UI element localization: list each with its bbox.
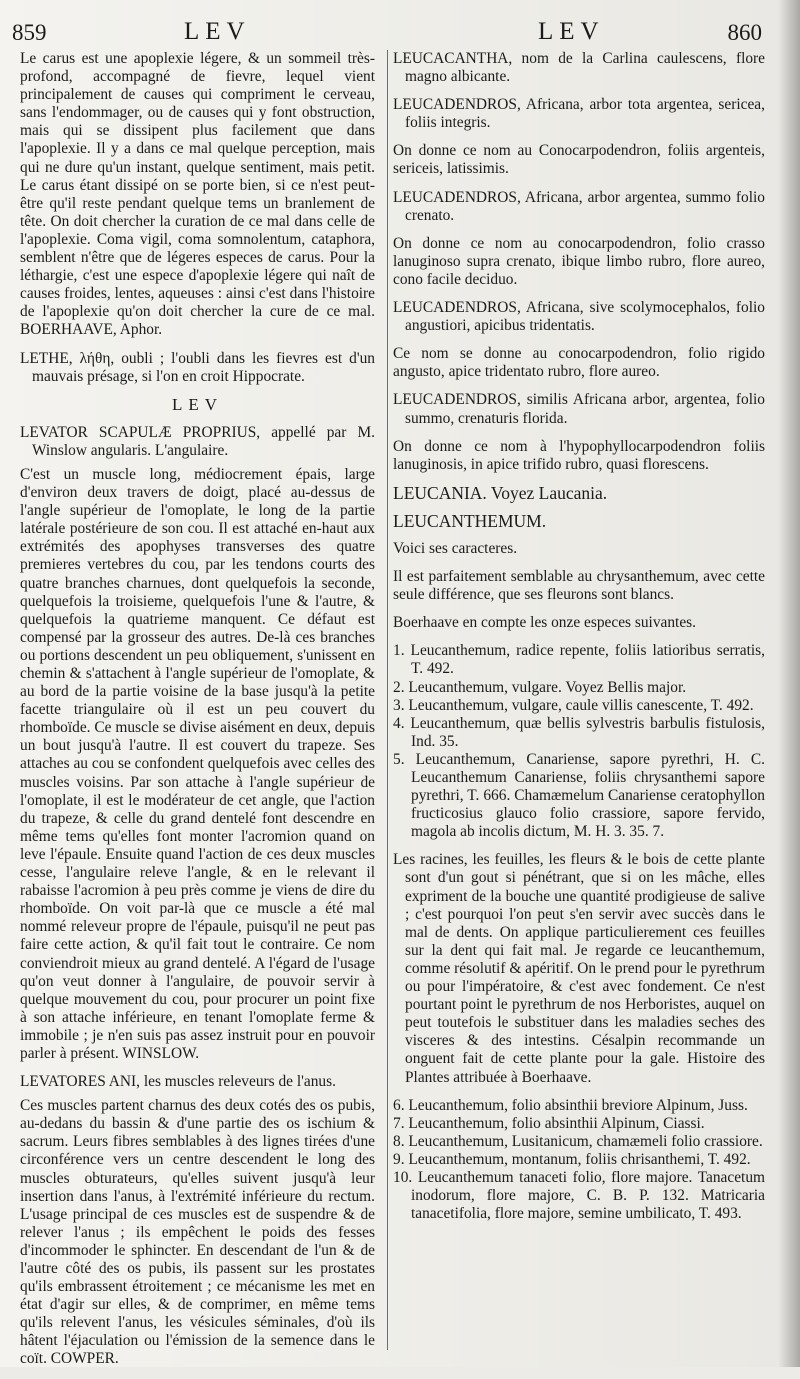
entry-leucadendros-4: LEUCADENDROS, similis Africana arbor, argentea, folio summo, crenaturis florida.: [393, 391, 765, 427]
page-edge-shadow: [778, 0, 800, 1367]
section-head-lev: LEV: [171, 394, 224, 414]
entry-leucadendros-1: LEUCADENDROS, Africana, arbor tota argentea, sericea, foliis integris.: [393, 96, 765, 132]
entry-leucadendros-3: LEUCADENDROS, Africana, sive scolymocephalos, folio angustiori, apicibus tridentatis.: [393, 299, 765, 335]
entry-leucanthemum-head: LEUCANTHEMUM.: [393, 510, 547, 531]
entry-levatores-text: Ces muscles partent charnus des deux cotés des os pubis, au-dedans du bassin & d'une partie des os ischium & sacrum. Leurs fibres semblables à des lignes tirées d'une circonférence vers un centre descendent le long des muscles obturateurs, qu'elles suivent jusqu'à leur insertion dans l'anus, à l'extrémité inférieure du rectum. L'usage principal de ces muscles est de suspendre & de relever l'anus ; ils empêchent le poids des fesses d'incommoder le sphincter. En descendant de l'un & de l'autre côté des os pubis, ils passent sur les prostates qu'ils embrassent étroitement ; ce mécanisme les met en état d'agir sur elles, & de comprimer, en même tems qu'ils relevent l'anus, les vésicules séminales, d'où ils hâtent l'éjaculation ou l'émission de la semence dans le coït. COWPER.: [20, 1097, 375, 1368]
left-running-head: LEV: [184, 18, 251, 45]
left-column: [20, 50, 375, 1379]
list-item: 5. Leucanthemum, Canariense, sapore pyrethri, H. C. Leucanthemum Canariense, foliis chrysanthemi sapore pyrethri, T. 666. Chamæmelum Canariense ceratophyllon fructicosius glauco folio crassiore, sapore fervido, magola ab incolis dictum, M. H. 3. 35. 7.: [393, 750, 765, 841]
list-item: 7. Leucanthemum, folio absinthii Alpinum, Ciassi.: [393, 1114, 705, 1132]
left-page-number: 859: [12, 20, 47, 45]
list-item: 2. Leucanthemum, vulgare. Voyez Bellis major.: [393, 678, 687, 696]
list-item: 3. Leucanthemum, vulgare, caule villis canescente, T. 492.: [393, 696, 754, 714]
entry-leucacantha: LEUCACANTHA, nom de la Carlina caulescens, flore magno albicante.: [393, 50, 765, 86]
species-list-a: [393, 642, 765, 841]
running-header: [12, 18, 770, 48]
list-item: 6. Leucanthemum, folio absinthii breviore Alpinum, Juss.: [393, 1096, 748, 1114]
note-2: On donne ce nom au conocarpodendron, folio crasso lanuginoso supra crenato, ibique limbo rubro, flore aureo, cono facile deciduo.: [393, 234, 765, 288]
species-list-b: [393, 1097, 765, 1224]
right-running-head: LEV: [538, 18, 605, 45]
list-item: 10. Leucanthemum tanaceti folio, flore majore. Tanacetum inodorum, flore majore, C. B. P. 132. Matricaria tanacetifolia, flore majore, semine umbilicato, T. 493.: [393, 1168, 765, 1223]
right-column: [393, 50, 765, 1233]
note-1: On donne ce nom au Conocarpodendron, foliis argenteis, sericeis, latissimis.: [393, 142, 765, 178]
right-page-number: 860: [727, 20, 762, 45]
list-item: 4. Leucanthemum, quæ bellis sylvestris barbulis fistulosis, Ind. 35.: [393, 714, 765, 750]
entry-levator-text: C'est un muscle long, médiocrement épais, large d'environ deux travers de doigt, placé au-dessus de l'angle supérieur de l'omoplate, le long de la partie latérale postérieure de son cou. Il est attaché en-haut aux extrémités des apophyses transverses des quatre premieres vertebres du cou, par les tendons courts des quatre branches charnues, dont quelquefois la seconde, quelquefois la troisieme, quelquefois l'une & l'autre, & quelquefois la quatrieme manquent. Ce défaut est compensé par la grosseur des autres. De-là ces branches ou portions descendent un peu obliquement, s'unissent en chemin & s'attachent à l'angle supérieur de l'omoplate, & au bord de la partie voisine de la base jusqu'à la petite facette triangulaire où il est un peu couvert du rhomboïde. Ce muscle se divise aisément en deux, depuis un bout jusqu'à l'autre. Il est couvert du trapeze. Ses attaches au cou se confondent quelquefois avec celles des muscles voisins. Par son attache à l'angle supérieur de l'omoplate, il est le modérateur de cet angle, que l'action du trapeze, & celle du grand dentelé font descendre en même tems qu'elles font monter l'acromion quand on leve l'épaule. Ensuite quand l'action de ces deux muscles cesse, l'angulaire releve l'angle, & en le relevant il rabaisse l'acromion à peu près comme je viens de dire du rhomboïde. On voit par-là que ce muscle a été mal nommé releveur propre de l'épaule, puisqu'il ne peut pas faire cette action, & qu'il fait tout le contraire. Ce nom conviendroit mieux au grand dentelé. A l'égard de l'usage qu'on veut donner à l'angulaire, de pouvoir servir à quelque mouvement du cou, pour procurer un point fixe à son attache inférieure, en tenant l'omoplate ferme & immobile ; je n'en suis pas assez instruit pour en pouvoir parler à présent. WINSLOW.: [20, 465, 375, 1062]
entry-boerhaave-intro: Boerhaave en compte les onze especes suivantes.: [393, 614, 696, 632]
entry-leucadendros-2: LEUCADENDROS, Africana, arbor argentea, summo folio crenato.: [393, 188, 765, 224]
entry-caracteres: Voici ses caracteres.: [393, 539, 518, 557]
list-item: 1. Leucanthemum, radice repente, foliis latioribus serratis, T. 492.: [393, 642, 765, 678]
entry-carus: Le carus est une apoplexie légere, & un sommeil très-profond, accompagné de fievre, lequel vient principalement de causes qui compriment le cerveau, sans l'endommager, ou de causes qui y font obstruction, mais qui se dissipent plus facilement que dans l'apoplexie. Il y a dans ce mal quelque perception, mais qui ne dure qu'un instant, quelque sentiment, mais petit. Le carus étant dissipé on se porte bien, si ce n'est peut-être qu'il reste pendant quelque tems un branlement de tête. On doit chercher la curation de ce mal dans celle de l'apoplexie. Coma vigil, coma somnolentum, cataphora, semblent n'être que de légeres especes de carus. Pour la léthargie, c'est une espece d'apoplexie légere qui naît de causes froides, lentes, aqueuses : ainsi c'est dans l'histoire de l'apoplexie qu'on doit chercher la cure de ce mal. BOERHAAVE, Aphor.: [20, 50, 375, 339]
entry-levatores-title: LEVATORES ANI, les muscles releveurs de l'anus.: [20, 1073, 336, 1091]
entry-leucania: LEUCANIA. Voyez Laucania.: [393, 482, 608, 503]
note-4: On donne ce nom à l'hypophyllocarpodendron foliis lanuginosis, in apice trifido rubro, quasi florescens.: [393, 437, 765, 473]
entry-levator-title: LEVATOR SCAPULÆ PROPRIUS, appellé par M. Winslow angularis. L'angulaire.: [20, 423, 375, 459]
column-divider: [387, 50, 388, 1350]
entry-lethe: LETHE, λήθη, oubli ; l'oubli dans les fievres est d'un mauvais présage, si l'on en croit Hippocrate.: [20, 349, 375, 385]
list-item: 8. Leucanthemum, Lusitanicum, chamæmeli folio crassiore.: [393, 1132, 763, 1150]
note-3: Ce nom se donne au conocarpodendron, folio rigido angusto, apice tridentato rubro, flore aureo.: [393, 345, 765, 381]
entry-racines: Les racines, les feuilles, les fleurs & le bois de cette plante sont d'un gout si pénétrant, que si on les mâche, elles expriment de la bouche une quantité prodigieuse de salive ; c'est pourquoi l'on peut s'en servir avec succès dans le mal de dents. On applique particulierement ces feuilles sur la dent qui fait mal. Je regarde ce leucanthemum, comme résolutif & apéritif. On le prend pour le pyrethrum ou pour l'impératoire, & c'est avec fondement. Ce n'est pourtant point le pyrethrum de nos Herboristes, auquel on peut toutefois le substituer dans les maladies seches des visceres & des intestins. Césalpin recommande un onguent fait de cette plante pour la gale. Histoire des Plantes attribuée à Boerhaave.: [393, 851, 765, 1086]
entry-chrysanthemum: Il est parfaitement semblable au chrysanthemum, avec cette seule différence, que ses fleurons sont blancs.: [393, 568, 765, 604]
list-item: 9. Leucanthemum, montanum, foliis chrisanthemi, T. 492.: [393, 1150, 751, 1168]
